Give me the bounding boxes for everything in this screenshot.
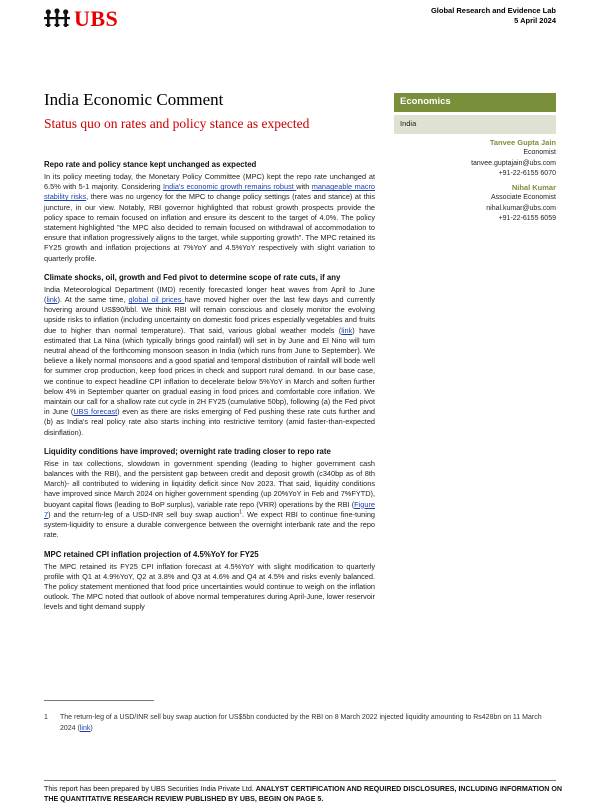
disclaimer-text: This report has been prepared by UBS Securities India Private Ltd. xyxy=(44,785,256,793)
growth-robust-link[interactable]: India's economic growth remains robust xyxy=(163,182,297,192)
page-title: India Economic Comment xyxy=(44,90,224,109)
section-repo-rate xyxy=(44,160,375,264)
region-label: India xyxy=(400,119,417,128)
text-run: with xyxy=(296,182,312,192)
section-paragraph xyxy=(44,459,375,541)
text-run: . We expect RBI to continue fine-tuning system-liquidity to ensure a durable convergence between the overnight interbank rate and the repo rate. xyxy=(44,509,376,540)
author-phone: +91-22-6155 6059 xyxy=(498,214,556,222)
keys-emblem-icon xyxy=(44,8,70,30)
ubs-logo xyxy=(44,6,118,32)
footnote-number: 1 xyxy=(44,714,48,721)
macro-stability-link[interactable]: manageable macro stability risks xyxy=(44,182,375,202)
category-label: Economics xyxy=(400,96,451,107)
author-role: Economist xyxy=(523,149,556,157)
text-run: ) xyxy=(90,725,93,732)
section-heading: Liquidity conditions have improved; overnight rate trading closer to repo rate xyxy=(44,446,331,456)
text-run: ) have estimated that La Nina (which typically brings good rainfall) will set in by June and El Nino will turn neutral ahead of the forthcoming monsoon season in India (which runs from June to September). We believe a likely normal monsoons and a good spatial and temporal distribution of rainfall will bode well for summer crop production, keep food prices in check and support rural demand. In our base case, we continue to expect headline CPI inflation to decelerate below 5%YoY in March and soften further below 4% in September quarter on gradual easing in food prices and comfortable core inflation. We maintain our call for a shallow rate cut cycle in 2H FY25 (cumulative 50bp), following (a) the Fed pivot in June ( xyxy=(44,325,375,417)
author-phone: +91-22-6155 6070 xyxy=(498,169,556,177)
section-paragraph xyxy=(44,172,375,264)
text-run: have moved higher over the last few days and currently hovering around US$90/bbl. We think RBI will remain conscious and closely monitor the evolving upside risks to inflation (including uncertainty on domestic food prices especially vegetables and fruits due to higher than normal temperature). That said, various global weather models ( xyxy=(44,295,375,335)
author-name: Nihal Kumar xyxy=(511,183,556,192)
footnote-divider xyxy=(44,700,154,701)
author-role: Associate Economist xyxy=(491,194,556,202)
section-paragraph xyxy=(44,285,375,438)
weather-models-link[interactable]: link xyxy=(341,325,353,335)
figure-7-link[interactable]: Figure 7 xyxy=(44,499,375,519)
footnote xyxy=(44,712,556,734)
disclaimer xyxy=(44,784,564,804)
text-run: In its policy meeting today, the Monetary Policy Committee (MPC) kept the repo rate unchanged at 6.5% with 5-1 majority. Considering xyxy=(44,172,375,192)
section-cpi-projection xyxy=(44,550,375,613)
author-email[interactable]: tanvee.guptajain@ubs.com xyxy=(471,159,556,167)
text-run: ) and the return-leg of a USD-INR sell buy swap auction xyxy=(48,509,240,519)
section-heading: Climate shocks, oil, growth and Fed pivot to determine scope of rate cuts, if any xyxy=(44,272,341,282)
author-email[interactable]: nihal.kumar@ubs.com xyxy=(486,204,556,212)
report-header xyxy=(431,6,556,26)
section-liquidity xyxy=(44,447,375,541)
text-run: India Meteorological Department (IMD) recently forecasted longer heat waves from April to June ( xyxy=(44,284,375,305)
footnote-link[interactable]: link xyxy=(79,725,91,732)
region-banner xyxy=(394,115,556,134)
text-run: The MPC retained its FY25 CPI inflation forecast at 4.5%YoY with slight modification to quarterly profile with Q1 at 4.9%YoY, Q2 at 3.8% and Q3 at 4.6% and Q4 at 4.5% and risks evenly balanced. The policy statement mentioned that food price uncertainties would continue to weigh on the inflation outlook. The MPC noted that outlook of above normal temperatures during April-June, lower reservoir levels and tight demand supply xyxy=(44,561,375,612)
text-run: ). At the same time, xyxy=(57,295,129,305)
section-heading: MPC retained CPI inflation projection of 4.5%YoY for FY25 xyxy=(44,549,259,559)
report-body xyxy=(44,160,375,622)
text-run: Rise in tax collections, slowdown in government spending (leading to higher government cash balances with the RBI), and the persistent gap between credit and deposit growth (c340bp as of 8th March)- all contributed to widening in liquidity deficit since Nov 2023. That said, liquidity conditions have improved since March 2024 on higher government spending (up 20%YoY in Feb and 7%FYTD), buoyant capital flows (leading to BoP surplus), variable rate repo (VRR) operations by the RBI ( xyxy=(44,458,375,509)
author-name: Tanvee Gupta Jain xyxy=(489,138,556,147)
report-type: Global Research and Evidence Lab xyxy=(430,6,556,15)
text-run: ) even as there are risks emerging of Fed pushing these rate cuts further and (b) as India's real policy rate also starts inching into restrictive territory (amid faster-than-expected disinflation). xyxy=(44,407,375,437)
section-paragraph xyxy=(44,562,375,613)
disclaimer-bold-text: ANALYST CERTIFICATION AND REQUIRED DISCLOSURES, INCLUDING INFORMATION ON THE QUANTITATIVE RESEARCH REVIEW PUBLISHED BY UBS, BEGIN ON PAGE 5. xyxy=(44,785,562,803)
footnote-marker[interactable]: 1 xyxy=(239,509,242,516)
brand-name: UBS xyxy=(74,6,119,31)
category-banner xyxy=(394,93,556,112)
text-run: , there was no urgency for the MPC to change policy settings (rates and stance) at this juncture, in our view. Notably, RBI governor highlighted that robust growth prospects provide the policy space to remain focused on inflation and ensure its descent to the target of 4.0%. The policy statement highlighted "the MPC also decided to remain focused on withdrawal of accommodation to ensure that inflation progressively aligns to the target, while supporting growth". The MPC retained its FY25 growth and inflation projections at 7%YoY and 4.5%YoY respectively with slight variation to quarterly profile. xyxy=(44,192,375,263)
author-block xyxy=(356,138,556,179)
imd-link[interactable]: link xyxy=(46,295,58,305)
disclaimer-divider xyxy=(44,780,556,781)
ubs-forecast-link[interactable]: UBS forecast xyxy=(73,407,118,417)
page-subtitle: Status quo on rates and policy stance as expected xyxy=(44,116,310,131)
section-climate-shocks xyxy=(44,273,375,438)
section-heading: Repo rate and policy stance kept unchanged as expected xyxy=(44,160,257,169)
footnote-text xyxy=(60,712,556,734)
report-date: 5 April 2024 xyxy=(514,16,556,25)
author-block xyxy=(356,183,556,224)
text-run: The return-leg of a USD/INR sell buy swap auction for US$5bn conducted by the RBI on 8 March 2022 injected liquidity amounting to Rs428bn on 11 March 2024 ( xyxy=(60,714,542,732)
oil-prices-link[interactable]: global oil prices xyxy=(128,295,185,305)
